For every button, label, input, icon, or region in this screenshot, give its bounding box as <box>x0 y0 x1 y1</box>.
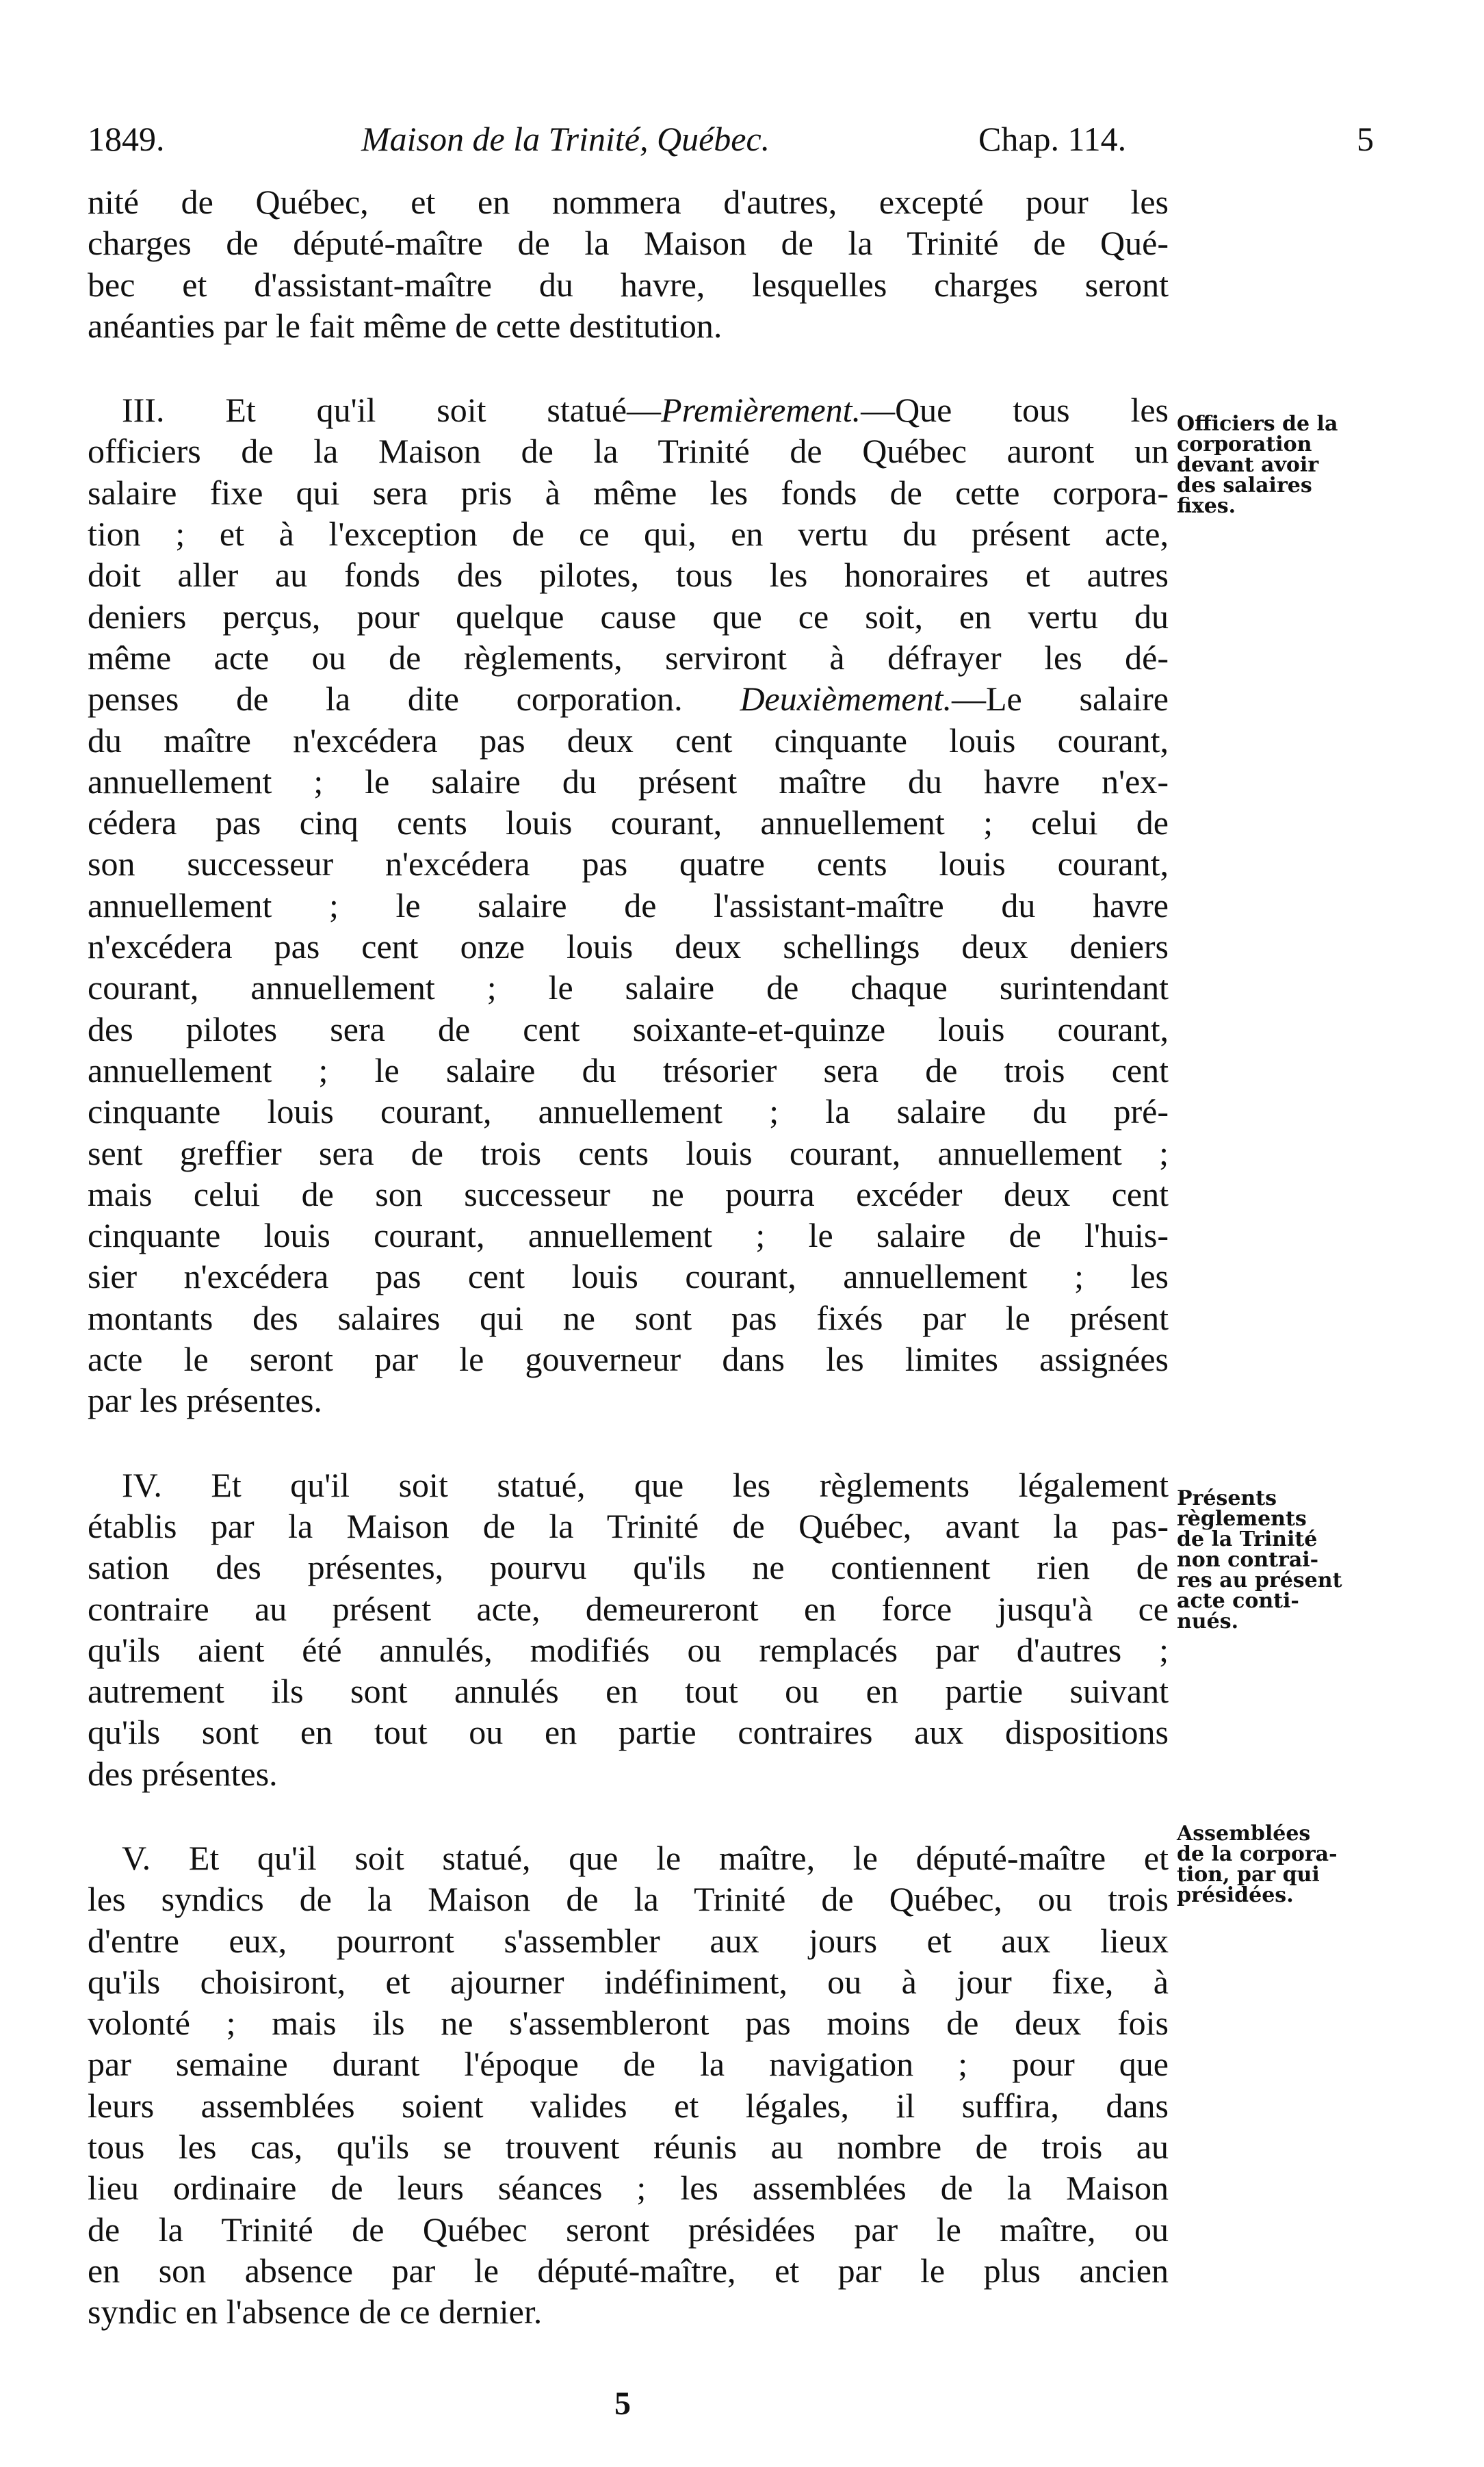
margin-note-line: Assemblées <box>1177 1822 1311 1846</box>
text-line: par les présentes. <box>88 1381 322 1420</box>
text-line: des présentes. <box>88 1754 278 1793</box>
text-line: qu'ils choisiront, et ajourner indéfiniment, ou à jour fixe, à <box>88 1962 1169 2001</box>
header-page-number: 5 <box>1357 120 1374 158</box>
text-line: contraire au présent acte, demeureront en force jusqu'à ce <box>88 1589 1169 1628</box>
text-line: établis par la Maison de la Trinité de Québec, avant la pas- <box>88 1506 1169 1545</box>
paragraph-section-iii <box>88 389 1169 1421</box>
body-text <box>88 181 1169 2333</box>
margin-note-line: non contrai- <box>1177 1548 1319 1572</box>
margin-note-assemblies <box>1177 1824 1382 1906</box>
text-fragment: —Le salaire <box>952 680 1169 719</box>
text-line: acte le seront par le gouverneur dans les limites assignées <box>88 1340 1169 1379</box>
text-line: son successeur n'excédera pas quatre cents louis courant, <box>88 844 1169 883</box>
text-line: mais celui de son successeur ne pourra excéder deux cent <box>88 1174 1169 1213</box>
margin-note-line: Présents <box>1177 1486 1277 1510</box>
header-chapter: Chap. 114. <box>978 120 1127 158</box>
margin-note-regulations <box>1177 1488 1382 1632</box>
text-line: autrement ils sont annulés en tout ou en partie suivant <box>88 1672 1169 1711</box>
text-line: cédera pas cinq cents louis courant, annuellement ; celui de <box>88 803 1169 842</box>
text-line: sier n'excédera pas cent louis courant, annuellement ; les <box>88 1257 1169 1296</box>
text-line: lieu ordinaire de leurs séances ; les assemblées de la Maison <box>88 2169 1169 2208</box>
text-line: de la Trinité de Québec seront présidées par le maître, ou <box>88 2210 1169 2249</box>
text-line: volonté ; mais ils ne s'assembleront pas moins de deux fois <box>88 2004 1169 2043</box>
margin-note-line: des salaires <box>1177 474 1312 498</box>
margin-note-line: de la Trinité <box>1177 1527 1318 1551</box>
header-title: Maison de la Trinité, Québec. <box>361 120 770 158</box>
text-line: bec et d'assistant-maître du havre, lesquelles charges seront <box>88 265 1169 304</box>
text-line: anéanties par le fait même de cette destitution. <box>88 306 723 345</box>
margin-note-line: corporation <box>1177 432 1312 456</box>
text-line: en son absence par le député-maître, et par le plus ancien <box>88 2251 1169 2290</box>
text-line: n'excédera pas cent onze louis deux schellings deux deniers <box>88 927 1169 966</box>
margin-note-line: res au présent <box>1177 1568 1342 1592</box>
text-line <box>88 678 1169 719</box>
paragraph-section-iv <box>88 1464 1169 1794</box>
text-line: IV. Et qu'il soit statué, que les règlements légalement <box>122 1465 1169 1504</box>
text-line: doit aller au fonds des pilotes, tous les honoraires et autres <box>88 556 1169 595</box>
text-line: syndic en l'absence de ce dernier. <box>88 2292 543 2332</box>
running-head <box>88 115 1374 163</box>
text-line: leurs assemblées soient valides et légales, il suffira, dans <box>88 2086 1169 2125</box>
margin-note-line: règlements <box>1177 1507 1307 1531</box>
text-line: les syndics de la Maison de la Trinité de Québec, ou trois <box>88 1880 1169 1919</box>
margin-note-salaries <box>1177 414 1382 517</box>
text-line: salaire fixe qui sera pris à même les fonds de cette corpora- <box>88 473 1169 512</box>
text-line: annuellement ; le salaire du présent maître du havre n'ex- <box>88 762 1169 801</box>
text-line: montants des salaires qui ne sont pas fixés par le présent <box>88 1298 1169 1337</box>
text-line: d'entre eux, pourront s'assembler aux jours et aux lieux <box>88 1921 1169 1960</box>
text-fragment: penses de la dite corporation. <box>88 680 683 719</box>
text-line: sation des présentes, pourvu qu'ils ne contiennent rien de <box>88 1548 1169 1587</box>
text-line: tous les cas, qu'ils se trouvent réunis au nombre de trois au <box>88 2128 1169 2167</box>
text-line: nité de Québec, et en nommera d'autres, excepté pour les <box>88 183 1169 221</box>
text-line: charges de député-maître de la Maison de la Trinité de Qué- <box>88 224 1169 263</box>
margin-note-line: tion, par qui <box>1177 1863 1320 1887</box>
page-folio: 5 <box>614 2386 631 2422</box>
header-year: 1849. <box>88 120 165 158</box>
text-line: qu'ils aient été annulés, modifiés ou remplacés par d'autres ; <box>88 1630 1169 1669</box>
margin-note-line: Officiers de la <box>1177 412 1338 436</box>
text-line: annuellement ; le salaire du trésorier sera de trois cent <box>88 1050 1169 1089</box>
text-fragment: —Que tous les <box>861 391 1169 430</box>
margin-note-line: fixes. <box>1177 494 1236 518</box>
text-line: deniers perçus, pour quelque cause que ce soit, en vertu du <box>88 597 1169 636</box>
emphasis-deuxiemement: Deuxièmement. <box>740 680 952 719</box>
text-line: cinquante louis courant, annuellement ; la salaire du pré- <box>88 1092 1169 1131</box>
text-line: cinquante louis courant, annuellement ; le salaire de l'huis- <box>88 1216 1169 1255</box>
paragraph-section-v <box>88 1837 1169 2333</box>
margin-note-line: acte conti- <box>1177 1589 1299 1613</box>
text-line: qu'ils sont en tout ou en partie contraires aux dispositions <box>88 1713 1169 1752</box>
text-line: annuellement ; le salaire de l'assistant-maître du havre <box>88 886 1169 925</box>
text-line: tion ; et à l'exception de ce qui, en vertu du présent acte, <box>88 515 1169 554</box>
margin-note-line: nués. <box>1177 1610 1239 1633</box>
text-line: courant, annuellement ; le salaire de chaque surintendant <box>88 968 1169 1007</box>
text-line: par semaine durant l'époque de la navigation ; pour que <box>88 2045 1169 2084</box>
margin-note-line: de la corpora- <box>1177 1842 1338 1866</box>
text-fragment: III. Et qu'il soit statué— <box>122 391 662 430</box>
text-line: des pilotes sera de cent soixante-et-quinze louis courant, <box>88 1009 1169 1048</box>
text-line: officiers de la Maison de la Trinité de Québec auront un <box>88 432 1169 471</box>
text-line <box>88 389 1169 430</box>
text-line: V. Et qu'il soit statué, que le maître, le député-maître et <box>122 1838 1169 1877</box>
text-line: du maître n'excédera pas deux cent cinquante louis courant, <box>88 721 1169 760</box>
text-line: sent greffier sera de trois cents louis courant, annuellement ; <box>88 1133 1169 1172</box>
emphasis-premierement: Premièrement. <box>661 391 861 430</box>
margin-note-line: devant avoir <box>1177 453 1319 477</box>
paragraph-continuation <box>88 181 1169 346</box>
margin-note-line: présidées. <box>1177 1883 1294 1907</box>
text-line: même acte ou de règlements, serviront à défrayer les dé- <box>88 638 1169 677</box>
